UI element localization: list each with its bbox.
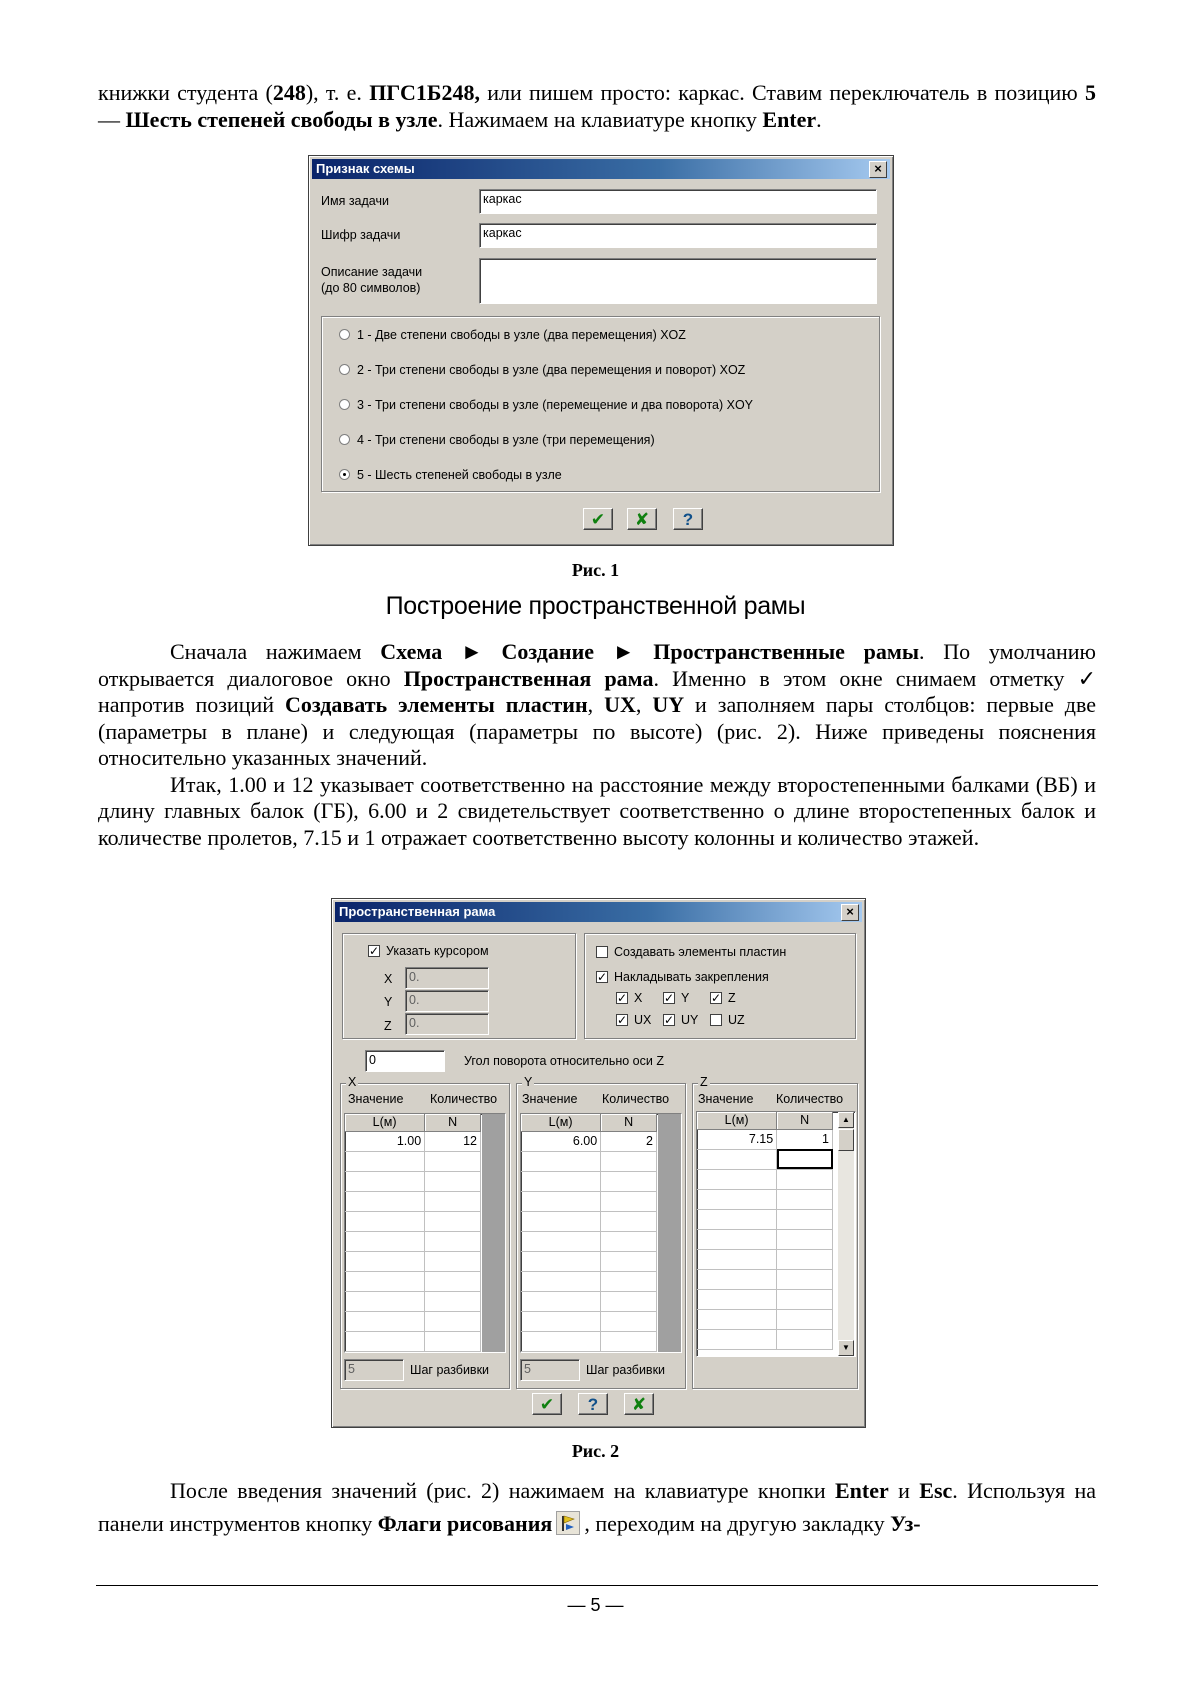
constraints-checkbox[interactable] xyxy=(596,970,769,984)
grid-cell[interactable] xyxy=(697,1229,777,1249)
x-coord-label: X xyxy=(384,972,393,986)
z-group-label: Z xyxy=(700,1075,708,1089)
grid-cell[interactable] xyxy=(601,1211,657,1231)
grid-cell[interactable]: 6.00 xyxy=(521,1131,601,1151)
task-code-label: Шифр задачи xyxy=(321,228,401,242)
grid-cell[interactable] xyxy=(345,1311,425,1331)
radio-icon xyxy=(339,399,350,410)
checkbox-icon xyxy=(710,1014,722,1026)
grid-cell[interactable] xyxy=(425,1231,481,1251)
checkbox-label: UX xyxy=(634,1013,652,1027)
help-button[interactable]: ? xyxy=(578,1393,608,1415)
cancel-button[interactable]: ✘ xyxy=(624,1393,654,1415)
grid-empty-area xyxy=(482,1114,505,1352)
checkbox-label: Накладывать закрепления xyxy=(614,970,769,984)
bold-text: ПГС1Б248, xyxy=(369,80,480,105)
text: — xyxy=(98,106,126,132)
paragraph-intro xyxy=(98,80,1096,133)
grid-cell[interactable] xyxy=(345,1271,425,1291)
grid-cell[interactable] xyxy=(345,1251,425,1271)
grid-cell[interactable] xyxy=(521,1171,601,1191)
figure-caption-2: Рис. 2 xyxy=(571,1441,620,1461)
bold-text: UY xyxy=(652,692,685,717)
checkbox-checked-icon: ✓ xyxy=(664,1012,675,1027)
bold-text: Уз- xyxy=(890,1511,921,1536)
radio-option-3[interactable] xyxy=(339,398,753,412)
x-value-header: Значение xyxy=(348,1092,404,1106)
grid-header-length: L(м) xyxy=(521,1114,601,1131)
y-group-label: Y xyxy=(524,1075,533,1089)
section-heading: Построение пространственной рамы xyxy=(385,592,806,620)
text: . По умолчанию открывается диалоговое окно xyxy=(98,639,1096,691)
text: книжки студента ( xyxy=(98,80,273,105)
bold-text: Флаги рисования xyxy=(377,1511,553,1536)
grid-cell[interactable] xyxy=(521,1311,601,1331)
grid-cell[interactable] xyxy=(697,1209,777,1229)
grid-cell[interactable] xyxy=(425,1311,481,1331)
y-step-label: Шаг разбивки xyxy=(586,1363,666,1377)
checkbox-label: X xyxy=(634,991,643,1005)
checkbox-checked-icon: ✓ xyxy=(617,990,628,1005)
grid-cell[interactable] xyxy=(697,1329,777,1349)
radio-icon xyxy=(339,364,350,375)
checkbox-label: Указать курсором xyxy=(386,944,489,958)
dialog-titlebar xyxy=(312,159,890,179)
bold-text: Создавать элементы пластин xyxy=(284,692,588,717)
z-grid-scrollbar[interactable] xyxy=(838,1112,854,1356)
grid-empty-area xyxy=(658,1114,681,1352)
grid-cell[interactable] xyxy=(425,1291,481,1311)
grid-cell[interactable] xyxy=(601,1291,657,1311)
grid-cell[interactable]: 12 xyxy=(425,1131,481,1151)
checkbox-label: Z xyxy=(728,991,736,1005)
grid-header-length: L(м) xyxy=(697,1112,777,1129)
grid-cell[interactable] xyxy=(601,1231,657,1251)
grid-cell[interactable] xyxy=(345,1291,425,1311)
grid-cell[interactable] xyxy=(345,1151,425,1171)
grid-cell[interactable] xyxy=(345,1191,425,1211)
figure-caption-1: Рис. 1 xyxy=(571,560,620,580)
z-constraint-checkbox[interactable] xyxy=(710,991,736,1005)
paragraph-body xyxy=(98,639,1096,851)
grid-cell[interactable] xyxy=(601,1331,657,1351)
text: , xyxy=(587,692,605,717)
bold-text: Enter xyxy=(762,106,817,132)
label-line: (до 80 символов) xyxy=(321,281,421,295)
checkbox-label: UZ xyxy=(728,1013,745,1027)
z-coord-label: Z xyxy=(384,1019,392,1033)
grid-cell[interactable] xyxy=(697,1189,777,1209)
checkbox-label: Создавать элементы пластин xyxy=(614,945,787,959)
bold-text: 5 xyxy=(1085,80,1096,105)
z-count-header: Количество xyxy=(776,1092,844,1106)
close-icon[interactable]: × xyxy=(841,904,859,921)
grid-cell[interactable] xyxy=(425,1251,481,1271)
bold-text: Enter xyxy=(835,1478,889,1503)
radio-label: 5 - Шесть степеней свободы в узле xyxy=(357,468,562,482)
grid-cell[interactable] xyxy=(601,1251,657,1271)
ux-constraint-checkbox[interactable] xyxy=(616,1013,651,1027)
x-grid[interactable] xyxy=(344,1113,506,1353)
grid-cell[interactable] xyxy=(521,1331,601,1351)
grid-cell[interactable] xyxy=(697,1269,777,1289)
page-number: — 5 — xyxy=(567,1595,624,1615)
text: . Нажимаем на клавиатуре кнопку xyxy=(437,106,763,132)
create-plates-checkbox[interactable] xyxy=(596,945,786,959)
rotation-angle-input[interactable]: 0 xyxy=(365,1050,445,1072)
grid-header-count: N xyxy=(777,1112,833,1129)
y-coord-label: Y xyxy=(384,995,393,1009)
grid-cell[interactable] xyxy=(521,1211,601,1231)
text: . Используя на панели инструментов кнопку xyxy=(98,1478,1096,1536)
bold-text: UX xyxy=(604,692,636,717)
radio-option-2[interactable] xyxy=(339,363,745,377)
grid-cell[interactable] xyxy=(521,1251,601,1271)
radio-option-1[interactable] xyxy=(339,328,686,342)
grid-cell[interactable] xyxy=(425,1151,481,1171)
x-constraint-checkbox[interactable] xyxy=(616,991,642,1005)
grid-cell[interactable] xyxy=(697,1149,777,1169)
paragraph-next-steps xyxy=(98,1474,1096,1540)
grid-header-count: N xyxy=(601,1114,657,1131)
y-coord-input[interactable]: 0. xyxy=(405,990,489,1012)
bold-text: Шесть степеней свободы в узле xyxy=(125,106,438,132)
uz-constraint-checkbox[interactable] xyxy=(710,1013,745,1027)
cancel-button[interactable]: ✘ xyxy=(627,508,657,530)
grid-cell[interactable] xyxy=(697,1309,777,1329)
scroll-down-icon[interactable]: ▼ xyxy=(838,1340,854,1356)
dialog-titlebar xyxy=(335,902,862,922)
text: . xyxy=(816,106,822,132)
grid-cell[interactable] xyxy=(777,1309,833,1329)
grid-cell[interactable]: 1 xyxy=(777,1129,833,1149)
grid-cell[interactable] xyxy=(601,1171,657,1191)
grid-cell[interactable] xyxy=(345,1211,425,1231)
footer-divider xyxy=(96,1585,1098,1586)
grid-cell[interactable] xyxy=(601,1311,657,1331)
grid-cell[interactable]: 1.00 xyxy=(345,1131,425,1151)
x-count-header: Количество xyxy=(430,1092,498,1106)
grid-cell-selected[interactable] xyxy=(777,1149,833,1169)
grid-cell[interactable] xyxy=(425,1191,481,1211)
y-grid[interactable] xyxy=(520,1113,682,1353)
radio-label: 1 - Две степени свободы в узле (два перемещения) XOZ xyxy=(357,328,686,342)
bold-text: Esc xyxy=(919,1478,953,1503)
grid-cell[interactable] xyxy=(697,1249,777,1269)
task-name-label: Имя задачи xyxy=(321,194,389,208)
z-grid[interactable] xyxy=(696,1111,856,1357)
grid-cell[interactable] xyxy=(521,1231,601,1251)
label-line: Описание задачи xyxy=(321,265,423,279)
task-name-input[interactable]: каркас xyxy=(479,189,877,214)
radio-option-4[interactable] xyxy=(339,433,655,447)
space-frame-dialog xyxy=(331,898,866,1428)
text: и заполняем пары столбцов: первые две (параметры в плане) и следующая (параметры по высоте) (рис. 2). Ниже приведены пояснения относительно указанных значений. xyxy=(98,692,1097,770)
radio-label: 3 - Три степени свободы в узле (перемещение и два поворота) XOY xyxy=(357,398,754,412)
grid-cell[interactable] xyxy=(777,1249,833,1269)
grid-cell[interactable]: 7.15 xyxy=(697,1129,777,1149)
dialog-title: Пространственная рама xyxy=(339,904,496,919)
text: и xyxy=(888,1478,920,1503)
z-coord-input[interactable]: 0. xyxy=(405,1013,489,1035)
scheme-attribute-dialog xyxy=(308,155,894,546)
grid-cell[interactable] xyxy=(521,1271,601,1291)
grid-cell[interactable] xyxy=(345,1171,425,1191)
grid-header-length: L(м) xyxy=(345,1114,425,1131)
drawing-flags-icon xyxy=(556,1511,580,1535)
radio-selected-icon xyxy=(339,469,350,480)
dialog-title: Признак схемы xyxy=(316,161,415,176)
radio-option-5[interactable] xyxy=(339,468,562,482)
grid-cell[interactable] xyxy=(777,1229,833,1249)
radio-label: 2 - Три степени свободы в узле (два перемещения и поворот) XOZ xyxy=(357,363,746,377)
grid-header-count: N xyxy=(425,1114,481,1131)
checkbox-checked-icon: ✓ xyxy=(711,990,722,1005)
grid-cell[interactable] xyxy=(345,1331,425,1351)
checkbox-checked-icon: ✓ xyxy=(617,1012,628,1027)
bold-text: Пространственная рама xyxy=(403,665,654,691)
grid-cell[interactable] xyxy=(521,1151,601,1171)
checkbox-label: UY xyxy=(681,1013,699,1027)
task-description-label xyxy=(321,264,422,296)
grid-cell[interactable] xyxy=(777,1189,833,1209)
grid-cell[interactable] xyxy=(425,1171,481,1191)
text: . Именно в этом окне снимаем отметку ✓ напротив позиций xyxy=(98,665,1097,717)
checkbox-checked-icon: ✓ xyxy=(597,969,608,984)
x-group-label: X xyxy=(348,1075,357,1089)
grid-cell[interactable] xyxy=(345,1231,425,1251)
x-coord-input[interactable]: 0. xyxy=(405,967,489,989)
y-value-header: Значение xyxy=(522,1092,578,1106)
z-value-header: Значение xyxy=(698,1092,754,1106)
y-count-header: Количество xyxy=(602,1092,670,1106)
grid-cell[interactable] xyxy=(697,1169,777,1189)
grid-cell[interactable] xyxy=(777,1289,833,1309)
grid-cell[interactable] xyxy=(601,1191,657,1211)
text: , xyxy=(635,692,653,717)
grid-cell[interactable] xyxy=(777,1269,833,1289)
uy-constraint-checkbox[interactable] xyxy=(663,1013,698,1027)
ok-button[interactable]: ✔ xyxy=(532,1393,562,1415)
y-constraint-checkbox[interactable] xyxy=(663,991,689,1005)
scroll-thumb[interactable] xyxy=(838,1129,854,1151)
checkbox-checked-icon: ✓ xyxy=(664,990,675,1005)
x-step-label: Шаг разбивки xyxy=(410,1363,490,1377)
help-button[interactable]: ? xyxy=(673,508,703,530)
close-icon[interactable]: × xyxy=(869,161,887,178)
grid-cell[interactable] xyxy=(777,1169,833,1189)
scroll-up-icon[interactable]: ▲ xyxy=(838,1112,854,1128)
grid-cell[interactable] xyxy=(601,1151,657,1171)
x-step-input[interactable]: 5 xyxy=(344,1359,404,1381)
radio-icon xyxy=(339,329,350,340)
grid-cell[interactable] xyxy=(777,1329,833,1349)
grid-cell[interactable] xyxy=(777,1209,833,1229)
grid-cell[interactable] xyxy=(425,1211,481,1231)
grid-cell[interactable] xyxy=(425,1271,481,1291)
task-description-input[interactable] xyxy=(479,258,877,304)
cursor-checkbox[interactable] xyxy=(368,944,489,958)
radio-label: 4 - Три степени свободы в узле (три перемещения) xyxy=(357,433,655,447)
text: ), т. е. xyxy=(305,80,370,105)
rotation-angle-label: Угол поворота относительно оси Z xyxy=(464,1054,664,1068)
checkbox-checked-icon: ✓ xyxy=(369,943,380,958)
grid-cell[interactable] xyxy=(521,1291,601,1311)
task-code-input[interactable]: каркас xyxy=(479,223,877,248)
bold-text: 248 xyxy=(272,80,306,105)
y-step-input[interactable]: 5 xyxy=(520,1359,580,1381)
text: , переходим на другую закладку xyxy=(584,1511,891,1536)
paragraph-explanation: Итак, 1.00 и 12 указывает соответственно на расстояние между второстепенными балками (ВБ) и длину главных балок (ГБ), 6.00 и 2 свидетельствует соответственно о длине второстепенных балок и количестве пролетов, 7.15 и 1 отражает соответственно высоту колонны и количество этажей. xyxy=(98,771,1096,850)
bold-text: Схема ► Создание ► Пространственные рамы xyxy=(380,639,920,664)
text: После введения значений (рис. 2) нажимаем на клавиатуре кнопки xyxy=(170,1478,835,1503)
text: или пишем просто: каркас. Ставим переключатель в позицию xyxy=(479,80,1085,105)
ok-button[interactable]: ✔ xyxy=(583,508,613,530)
grid-cell[interactable] xyxy=(425,1331,481,1351)
grid-cell[interactable]: 2 xyxy=(601,1131,657,1151)
grid-cell[interactable] xyxy=(521,1191,601,1211)
grid-cell[interactable] xyxy=(697,1289,777,1309)
checkbox-icon xyxy=(596,946,608,958)
grid-cell[interactable] xyxy=(601,1271,657,1291)
radio-icon xyxy=(339,434,350,445)
checkbox-label: Y xyxy=(681,991,690,1005)
text: Сначала нажимаем xyxy=(170,639,381,664)
